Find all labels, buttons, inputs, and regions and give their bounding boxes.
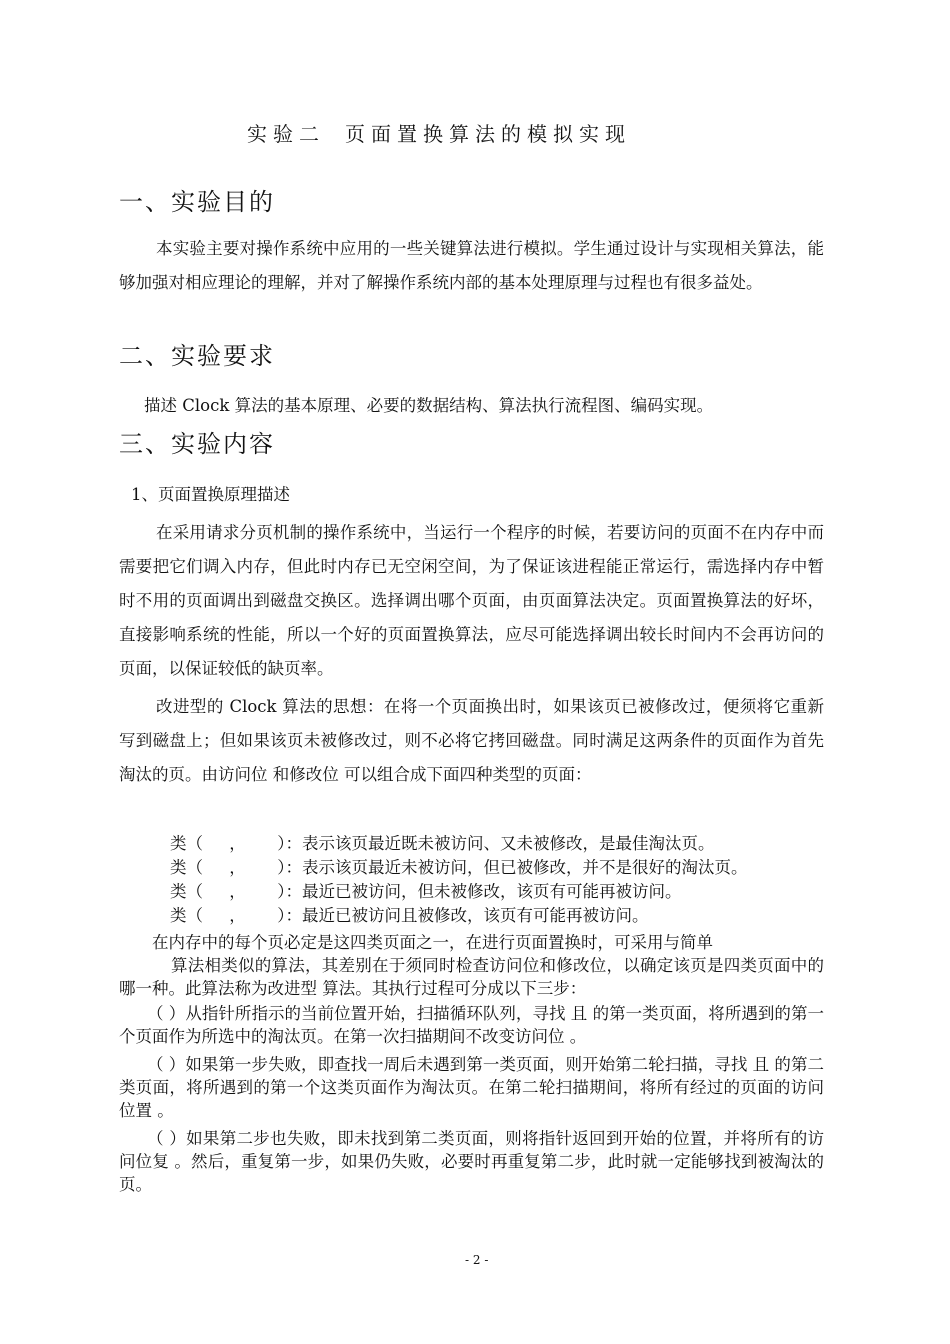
page-number: - 2 -	[465, 1253, 489, 1267]
page-type-3: 类（ ， ）：最近已被访问，但未被修改，该页有可能再被访问。	[170, 882, 682, 901]
content-paragraph-1: 在采用请求分页机制的操作系统中，当运行一个程序的时候，若要访问的页面不在内存中而需要把它们调入内存，但此时内存已无空闲空间，为了保证该进程能正常运行，需选择内存中暂时不用的页面调出到磁盘交换区。选择调出哪个页面，由页面算法决定。页面置换算法的好坏，直接影响系统的性能，所以一个好的页面置换算法，应尽可能选择调出较长时间内不会再访问的页面，以保证较低的缺页率。	[119, 523, 824, 678]
content-paragraph-3: 算法相类似的算法，其差别在于须同时检查访问位和修改位，以确定该页是四类页面中的哪一种。此算法称为改进型 算法。其执行过程可分成以下三步：	[119, 956, 824, 998]
purpose-paragraph: 本实验主要对操作系统中应用的一些关键算法进行模拟。学生通过设计与实现相关算法，能够加强对相应理论的理解，并对了解操作系统内部的基本处理原理与过程也有很多益处。	[119, 239, 824, 292]
subsection-heading: 1、页面置换原理描述	[131, 485, 290, 504]
doc-title: 页面置换算法的模拟实现	[345, 122, 631, 146]
content-paragraph-3-first-line: 在内存中的每个页必定是这四类页面之一，在进行页面置换时，可采用与简单	[152, 933, 713, 952]
section-heading-purpose: 一、实验目的	[119, 188, 275, 216]
step-3: （ ）如果第二步也失败，即未找到第二类页面，则将指针返回到开始的位置，并将所有的访问位复 。然后，重复第一步，如果仍失败，必要时再重复第二步，此时就一定能够找到被淘汰的页。	[119, 1129, 824, 1194]
step-1: （ ）从指针所指示的当前位置开始，扫描循环队列，寻找 且 的第一类页面，将所遇到的第一个页面作为所选中的淘汰页。在第一次扫描期间不改变访问位 。	[119, 1004, 824, 1046]
page-type-1: 类（ ， ）：表示该页最近既未被访问、又未被修改，是最佳淘汰页。	[170, 834, 715, 853]
requirements-paragraph: 描述 Clock 算法的基本原理、必要的数据结构、算法执行流程图、编码实现。	[144, 396, 714, 415]
page-type-4: 类（ ， ）：最近已被访问且被修改，该页有可能再被访问。	[170, 906, 649, 925]
section-heading-requirements: 二、实验要求	[119, 342, 275, 370]
doc-title-prefix: 实验二	[247, 122, 325, 146]
content-paragraph-2: 改进型的 Clock 算法的思想：在将一个页面换出时，如果该页已被修改过，便须将它重新写到磁盘上；但如果该页未被修改过，则不必将它拷回磁盘。同时满足这两条件的页面作为首先淘汰的页。由访问位 和修改位 可以组合成下面四种类型的页面：	[119, 697, 824, 784]
step-2: （ ）如果第一步失败，即查找一周后未遇到第一类页面，则开始第二轮扫描，寻找 且 的第二类页面，将所遇到的第一个这类页面作为淘汰页。在第二轮扫描期间，将所有经过的页面的访问位置 。	[119, 1055, 824, 1120]
section-heading-content: 三、实验内容	[119, 430, 275, 458]
page-type-2: 类（ ， ）：表示该页最近未被访问，但已被修改，并不是很好的淘汰页。	[170, 858, 748, 877]
